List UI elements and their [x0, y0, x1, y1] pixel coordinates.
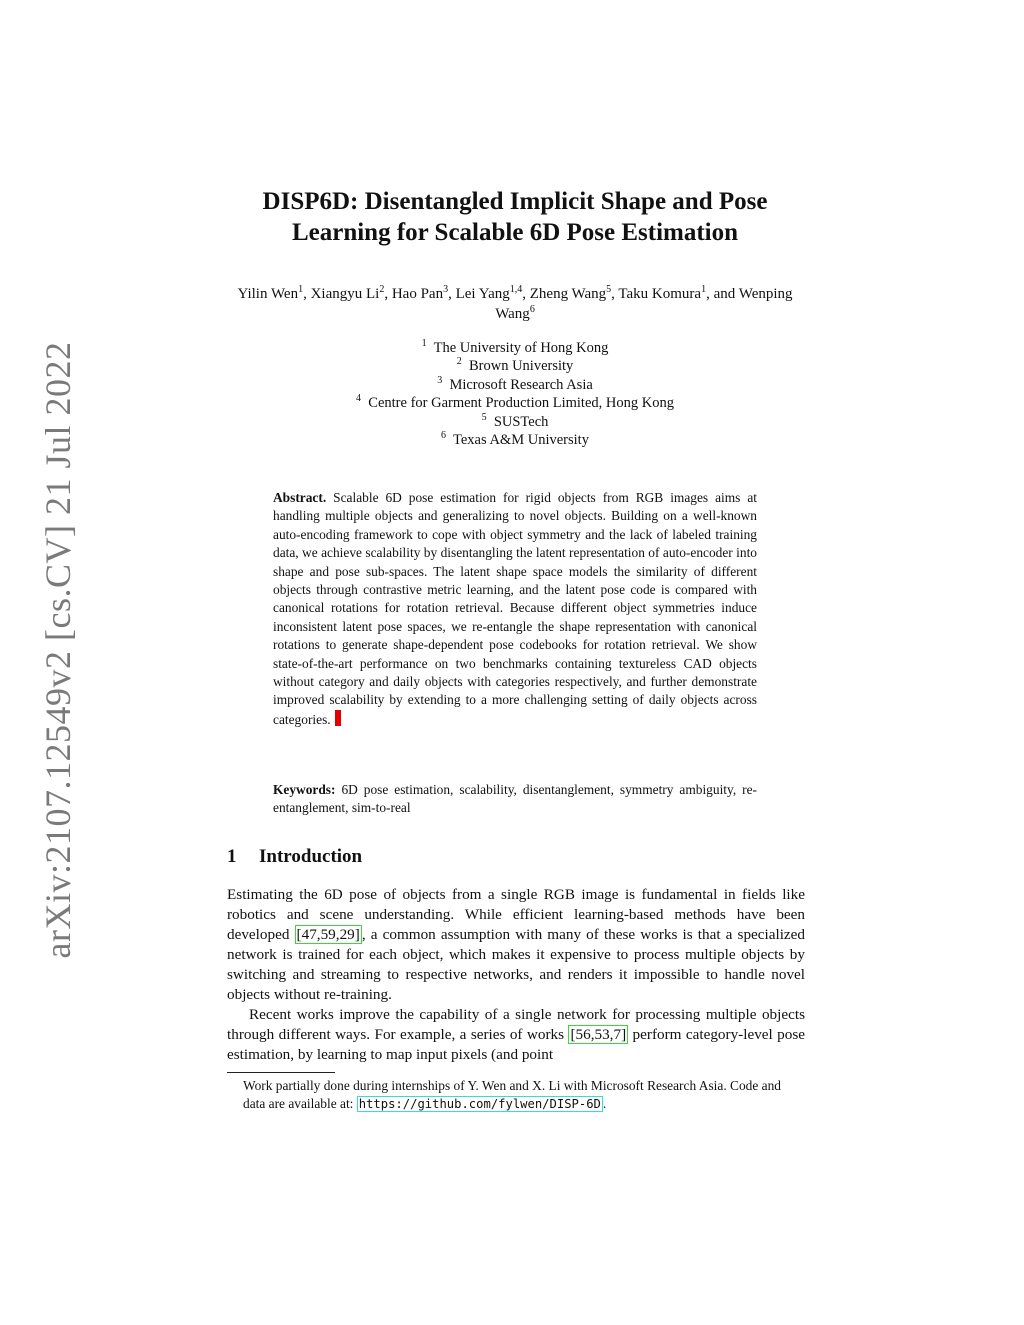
- affiliation: [230, 394, 800, 412]
- paragraph-text: , a common assumption with many of these works is that a specialized network is trained for each object, which makes it expensive to process multiple objects by switching and streaming to respective networks, and renders it impossible to handle novel objects without re-training.: [227, 926, 805, 1003]
- paragraph-text: Estimating the 6D pose of objects from a single RGB image is fundamental in fields like robotics and scene understanding. While efficient learning-based methods have been developed: [227, 886, 805, 943]
- code-url-link[interactable]: https://github.com/fylwen/DISP-6D: [358, 1097, 601, 1112]
- affiliation: [230, 431, 800, 449]
- arxiv-identifier-text: arXiv:2107.12549v2 [cs.CV] 21 Jul 2022: [38, 341, 78, 959]
- author-name: Taku Komura: [618, 286, 702, 302]
- author-affil-mark: 1: [701, 284, 707, 295]
- abstract-label: Abstract.: [273, 490, 327, 505]
- section-title: Introduction: [259, 846, 363, 867]
- author-name: Hao Pan: [391, 286, 444, 302]
- footnote-divider: [227, 1072, 335, 1073]
- author-name: Yilin Wen: [237, 286, 299, 302]
- affiliation: [230, 413, 800, 431]
- section-heading: [227, 846, 362, 868]
- affiliation-name: The University of Hong Kong: [433, 340, 609, 356]
- affiliation-mark: 6: [441, 430, 447, 442]
- affiliation-name: Centre for Garment Production Limited, Hong Kong: [368, 395, 674, 412]
- affiliation: [230, 357, 800, 375]
- author-name: Xiangyu Li: [310, 286, 380, 302]
- affiliation-mark: 2: [456, 356, 462, 368]
- abstract: [273, 489, 757, 729]
- affiliation-name: Texas A&M University: [453, 432, 589, 449]
- keywords-label: Keywords:: [273, 782, 336, 797]
- author-affil-mark: 5: [606, 284, 612, 295]
- affiliation-mark: 4: [356, 393, 362, 405]
- arxiv-identifier: [28, 341, 88, 959]
- citation-link[interactable]: [47,59,29]: [296, 926, 360, 943]
- affiliation-mark: 1: [421, 338, 427, 350]
- author-affil-mark: 2: [379, 284, 385, 295]
- section-number: 1: [227, 846, 237, 867]
- citation-link[interactable]: [56,53,7]: [570, 1026, 627, 1043]
- author-affil-mark: 3: [443, 284, 449, 295]
- author-list: Yilin Wen$^1$, Xiangyu Li$^2$, Hao Pan$^3$, Lei Yang$^{1,4}$, Zheng Wang$^5$, Taku Komura$^1$, and Wenping Wang$^6$: [237, 284, 793, 322]
- affiliation-name: Microsoft Research Asia: [449, 376, 593, 393]
- paper-title: [200, 186, 830, 248]
- paragraph-text: perform category-level pose estimation, by learning to map input pixels (and point: [227, 1026, 805, 1063]
- author-affil-mark: 1: [298, 284, 304, 295]
- paper-title-line-2: Learning for Scalable 6D Pose Estimation: [291, 219, 739, 246]
- paper-title-line-1: DISP6D: Disentangled Implicit Shape and Pose: [262, 188, 768, 215]
- author-affil-mark: 1,4: [509, 284, 523, 295]
- affiliation: [230, 339, 800, 357]
- affiliation-list: [230, 339, 800, 449]
- footnote-end: .: [602, 1096, 607, 1112]
- footnote: [243, 1077, 805, 1114]
- author-name: Zheng Wang: [529, 286, 607, 302]
- paragraph: [227, 1005, 805, 1065]
- affiliation-mark: 5: [481, 411, 487, 423]
- keywords-text: 6D pose estimation, scalability, disentanglement, symmetry ambiguity, re-entanglement, sim-to-real: [273, 782, 757, 816]
- affiliation: [230, 376, 800, 394]
- footnote-text: Work partially done during internships of Y. Wen and X. Li with Microsoft Research Asia. Code and data are available at:: [243, 1078, 781, 1112]
- affiliation-name: Brown University: [468, 358, 574, 375]
- paragraph-text: Recent works improve the capability of a single network for processing multiple objects through different ways. For example, a series of works: [227, 1006, 805, 1043]
- keywords: [273, 781, 757, 818]
- abstract-end-marker: [335, 710, 341, 726]
- paragraph: [227, 885, 805, 1005]
- introduction-body: [227, 885, 805, 1065]
- author-name: Wenping Wang: [495, 286, 793, 322]
- author-name: Lei Yang: [455, 286, 510, 302]
- abstract-text: Scalable 6D pose estimation for rigid objects from RGB images aims at handling multiple objects and generalizing to novel objects. Building on a well-known auto-encoding framework to cope with object symmetry and the lack of labeled training data, we achieve scalability by disentangling the latent representation of auto-encoder into shape and pose sub-spaces. The latent shape space models the similarity of different objects through contrastive metric learning, and the latent pose code is compared with canonical rotations for rotation retrieval. Because different object symmetries induce inconsistent latent pose spaces, we re-entangle the shape representation with canonical rotations to generate shape-dependent pose codebooks for rotation retrieval. We show state-of-the-art performance on two benchmarks containing textureless CAD objects without category and daily objects with categories respectively, and further demonstrate improved scalability by extending to a more challenging setting of daily objects across categories.: [273, 490, 757, 727]
- author-affil-mark: 6: [529, 304, 535, 315]
- affiliation-name: SUSTech: [493, 413, 549, 430]
- affiliation-mark: 3: [437, 374, 443, 386]
